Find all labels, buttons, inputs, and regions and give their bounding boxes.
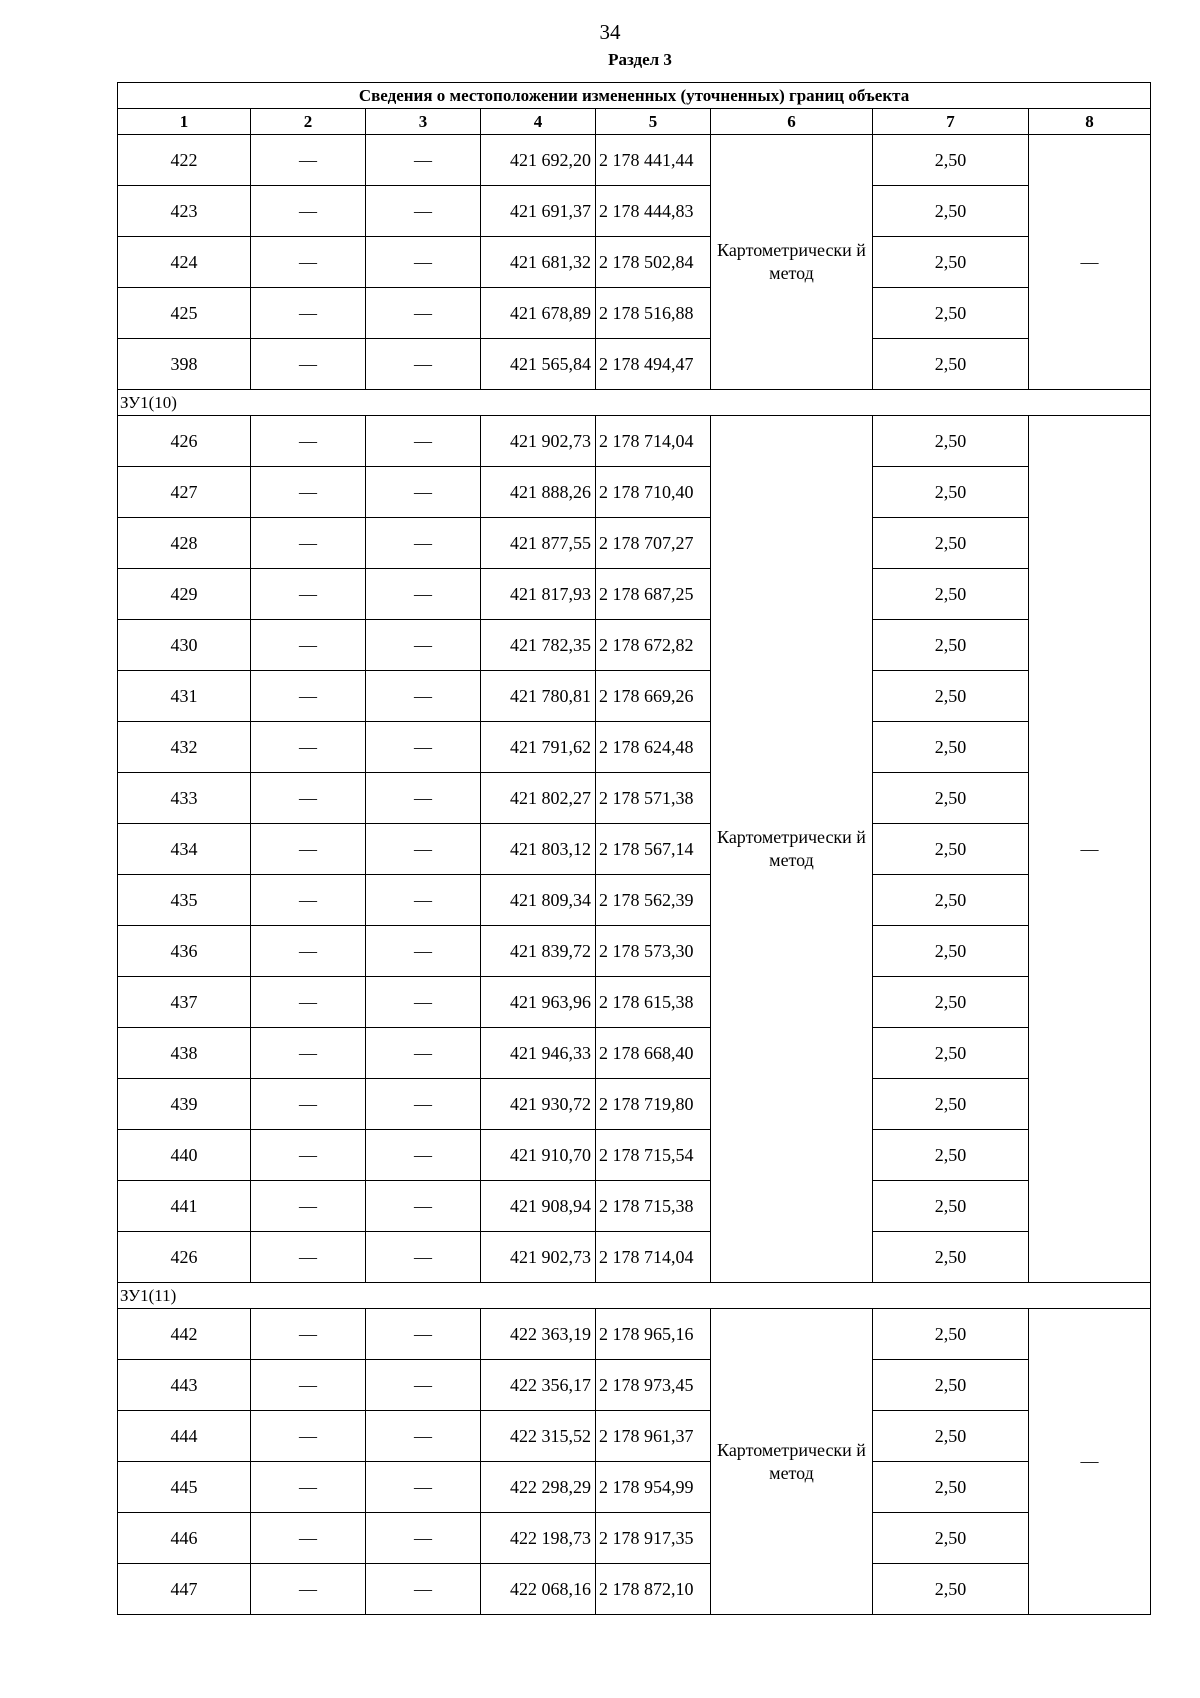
table-row [118,875,1151,926]
table-row [118,1079,1151,1130]
col3-value: — [366,875,481,926]
col2-value: — [251,773,366,824]
table-caption: Сведения о местоположении измененных (уточненных) границ объекта [118,83,1151,109]
col2-value: — [251,1028,366,1079]
coordinate-y: 2 178 502,84 [596,237,711,288]
column-number: 8 [1029,109,1151,135]
table-body [118,83,1151,1615]
point-number: 439 [118,1079,251,1130]
coordinate-x: 422 356,17 [481,1360,596,1411]
point-number: 442 [118,1309,251,1360]
col3-value: — [366,926,481,977]
table-row [118,1232,1151,1283]
column-number-row [118,109,1151,135]
coordinate-x: 421 782,35 [481,620,596,671]
accuracy-value: 2,50 [873,977,1029,1028]
col2-value: — [251,722,366,773]
col2-value: — [251,416,366,467]
col3-value: — [366,288,481,339]
accuracy-value: 2,50 [873,1079,1029,1130]
table-row [118,1462,1151,1513]
plot-group-row [118,1283,1151,1309]
col2-value: — [251,518,366,569]
point-number: 436 [118,926,251,977]
col2-value: — [251,1232,366,1283]
accuracy-value: 2,50 [873,1130,1029,1181]
col3-value: — [366,1130,481,1181]
table-row [118,467,1151,518]
table-row [118,186,1151,237]
table-row [118,773,1151,824]
col2-value: — [251,671,366,722]
accuracy-value: 2,50 [873,1360,1029,1411]
accuracy-value: 2,50 [873,875,1029,926]
col2-value: — [251,1462,366,1513]
point-number: 426 [118,1232,251,1283]
accuracy-value: 2,50 [873,186,1029,237]
table-row [118,722,1151,773]
col3-value: — [366,671,481,722]
accuracy-value: 2,50 [873,1309,1029,1360]
column-number: 4 [481,109,596,135]
col2-value: — [251,135,366,186]
coordinate-x: 421 839,72 [481,926,596,977]
col3-value: — [366,722,481,773]
coordinate-x: 422 198,73 [481,1513,596,1564]
coordinate-x: 421 692,20 [481,135,596,186]
col3-value: — [366,237,481,288]
col3-value: — [366,186,481,237]
table-row [118,1028,1151,1079]
col3-value: — [366,1513,481,1564]
accuracy-value: 2,50 [873,1181,1029,1232]
accuracy-value: 2,50 [873,722,1029,773]
coordinate-x: 421 963,96 [481,977,596,1028]
point-number: 422 [118,135,251,186]
column-number: 7 [873,109,1029,135]
table-row [118,977,1151,1028]
accuracy-value: 2,50 [873,1411,1029,1462]
method-cell: Картометрически й метод [711,1309,873,1615]
col2-value: — [251,186,366,237]
column-number: 3 [366,109,481,135]
coordinate-y: 2 178 715,54 [596,1130,711,1181]
coordinate-x: 421 803,12 [481,824,596,875]
col2-value: — [251,1411,366,1462]
col3-value: — [366,1462,481,1513]
col3-value: — [366,569,481,620]
accuracy-value: 2,50 [873,1232,1029,1283]
col3-value: — [366,1181,481,1232]
coordinate-x: 421 888,26 [481,467,596,518]
column-number: 5 [596,109,711,135]
accuracy-value: 2,50 [873,339,1029,390]
table-row [118,620,1151,671]
coordinate-x: 421 902,73 [481,1232,596,1283]
point-number: 444 [118,1411,251,1462]
table-row [118,1130,1151,1181]
col3-value: — [366,1360,481,1411]
col8-value: — [1029,1309,1151,1615]
accuracy-value: 2,50 [873,1564,1029,1615]
accuracy-value: 2,50 [873,926,1029,977]
coordinate-y: 2 178 516,88 [596,288,711,339]
coordinate-y: 2 178 494,47 [596,339,711,390]
accuracy-value: 2,50 [873,518,1029,569]
coordinate-y: 2 178 672,82 [596,620,711,671]
coordinate-x: 421 908,94 [481,1181,596,1232]
coordinate-y: 2 178 714,04 [596,416,711,467]
column-number: 2 [251,109,366,135]
coordinate-x: 421 877,55 [481,518,596,569]
accuracy-value: 2,50 [873,671,1029,722]
coordinate-y: 2 178 872,10 [596,1564,711,1615]
point-number: 425 [118,288,251,339]
table-row [118,926,1151,977]
table-row [118,339,1151,390]
col2-value: — [251,1181,366,1232]
coordinate-x: 421 565,84 [481,339,596,390]
column-number: 6 [711,109,873,135]
coordinate-y: 2 178 954,99 [596,1462,711,1513]
col2-value: — [251,339,366,390]
coordinate-y: 2 178 669,26 [596,671,711,722]
table-row [118,1181,1151,1232]
col3-value: — [366,620,481,671]
point-number: 398 [118,339,251,390]
col2-value: — [251,875,366,926]
point-number: 440 [118,1130,251,1181]
table-row [118,1513,1151,1564]
col3-value: — [366,1309,481,1360]
point-number: 431 [118,671,251,722]
point-number: 437 [118,977,251,1028]
point-number: 433 [118,773,251,824]
plot-group-row [118,390,1151,416]
col3-value: — [366,467,481,518]
accuracy-value: 2,50 [873,773,1029,824]
coordinate-y: 2 178 973,45 [596,1360,711,1411]
coordinate-x: 421 930,72 [481,1079,596,1130]
col3-value: — [366,135,481,186]
col2-value: — [251,926,366,977]
col2-value: — [251,977,366,1028]
coordinate-x: 421 902,73 [481,416,596,467]
table-row [118,518,1151,569]
coordinate-y: 2 178 710,40 [596,467,711,518]
col2-value: — [251,237,366,288]
method-cell: Картометрически й метод [711,135,873,390]
coordinate-y: 2 178 719,80 [596,1079,711,1130]
col2-value: — [251,1564,366,1615]
coordinate-x: 421 910,70 [481,1130,596,1181]
table-row [118,288,1151,339]
coordinate-x: 422 298,29 [481,1462,596,1513]
col8-value: — [1029,416,1151,1283]
point-number: 434 [118,824,251,875]
col3-value: — [366,1079,481,1130]
col2-value: — [251,569,366,620]
coordinate-y: 2 178 571,38 [596,773,711,824]
col3-value: — [366,1232,481,1283]
col3-value: — [366,518,481,569]
table-row [118,237,1151,288]
accuracy-value: 2,50 [873,569,1029,620]
col3-value: — [366,416,481,467]
col2-value: — [251,288,366,339]
accuracy-value: 2,50 [873,467,1029,518]
col2-value: — [251,1079,366,1130]
point-number: 430 [118,620,251,671]
coordinate-x: 421 780,81 [481,671,596,722]
table-row [118,1411,1151,1462]
coordinate-x: 421 791,62 [481,722,596,773]
column-number: 1 [118,109,251,135]
accuracy-value: 2,50 [873,824,1029,875]
section-title: Раздел 3 [608,50,672,69]
accuracy-value: 2,50 [873,416,1029,467]
point-number: 445 [118,1462,251,1513]
table-row [118,671,1151,722]
point-number: 427 [118,467,251,518]
col2-value: — [251,1309,366,1360]
point-number: 446 [118,1513,251,1564]
table-row [118,1564,1151,1615]
coordinate-x: 421 802,27 [481,773,596,824]
accuracy-value: 2,50 [873,620,1029,671]
point-number: 428 [118,518,251,569]
table-caption-row [118,83,1151,109]
coordinate-y: 2 178 573,30 [596,926,711,977]
plot-group-label: ЗУ1(10) [118,390,1151,416]
col8-value: — [1029,135,1151,390]
table-row [118,135,1151,186]
col3-value: — [366,1411,481,1462]
col3-value: — [366,977,481,1028]
method-cell: Картометрически й метод [711,416,873,1283]
accuracy-value: 2,50 [873,135,1029,186]
coordinate-x: 421 681,32 [481,237,596,288]
coordinate-x: 422 315,52 [481,1411,596,1462]
coordinate-x: 422 363,19 [481,1309,596,1360]
coordinate-y: 2 178 441,44 [596,135,711,186]
table-row [118,824,1151,875]
table-row [118,569,1151,620]
coordinate-y: 2 178 715,38 [596,1181,711,1232]
col2-value: — [251,620,366,671]
point-number: 432 [118,722,251,773]
coordinate-y: 2 178 567,14 [596,824,711,875]
col2-value: — [251,1360,366,1411]
coordinate-y: 2 178 687,25 [596,569,711,620]
point-number: 447 [118,1564,251,1615]
point-number: 435 [118,875,251,926]
coordinate-y: 2 178 714,04 [596,1232,711,1283]
col3-value: — [366,1564,481,1615]
coordinate-y: 2 178 965,16 [596,1309,711,1360]
accuracy-value: 2,50 [873,1028,1029,1079]
coordinate-y: 2 178 668,40 [596,1028,711,1079]
table-row [118,416,1151,467]
table-row [118,1309,1151,1360]
coordinate-y: 2 178 615,38 [596,977,711,1028]
coordinate-x: 422 068,16 [481,1564,596,1615]
coordinate-x: 421 946,33 [481,1028,596,1079]
coordinate-y: 2 178 562,39 [596,875,711,926]
page-number: 34 [599,20,621,44]
col3-value: — [366,773,481,824]
accuracy-value: 2,50 [873,288,1029,339]
coordinate-y: 2 178 961,37 [596,1411,711,1462]
accuracy-value: 2,50 [873,1513,1029,1564]
point-number: 429 [118,569,251,620]
plot-group-label: ЗУ1(11) [118,1283,1151,1309]
coordinate-x: 421 678,89 [481,288,596,339]
coordinate-x: 421 817,93 [481,569,596,620]
col2-value: — [251,1130,366,1181]
point-number: 423 [118,186,251,237]
point-number: 441 [118,1181,251,1232]
accuracy-value: 2,50 [873,237,1029,288]
col3-value: — [366,824,481,875]
col2-value: — [251,1513,366,1564]
coordinate-x: 421 691,37 [481,186,596,237]
coordinates-table [117,82,1151,1615]
col2-value: — [251,824,366,875]
coordinate-y: 2 178 624,48 [596,722,711,773]
accuracy-value: 2,50 [873,1462,1029,1513]
coordinate-x: 421 809,34 [481,875,596,926]
point-number: 424 [118,237,251,288]
point-number: 426 [118,416,251,467]
point-number: 443 [118,1360,251,1411]
col3-value: — [366,339,481,390]
col3-value: — [366,1028,481,1079]
coordinate-y: 2 178 707,27 [596,518,711,569]
table-row [118,1360,1151,1411]
coordinate-y: 2 178 444,83 [596,186,711,237]
point-number: 438 [118,1028,251,1079]
coordinate-y: 2 178 917,35 [596,1513,711,1564]
col2-value: — [251,467,366,518]
